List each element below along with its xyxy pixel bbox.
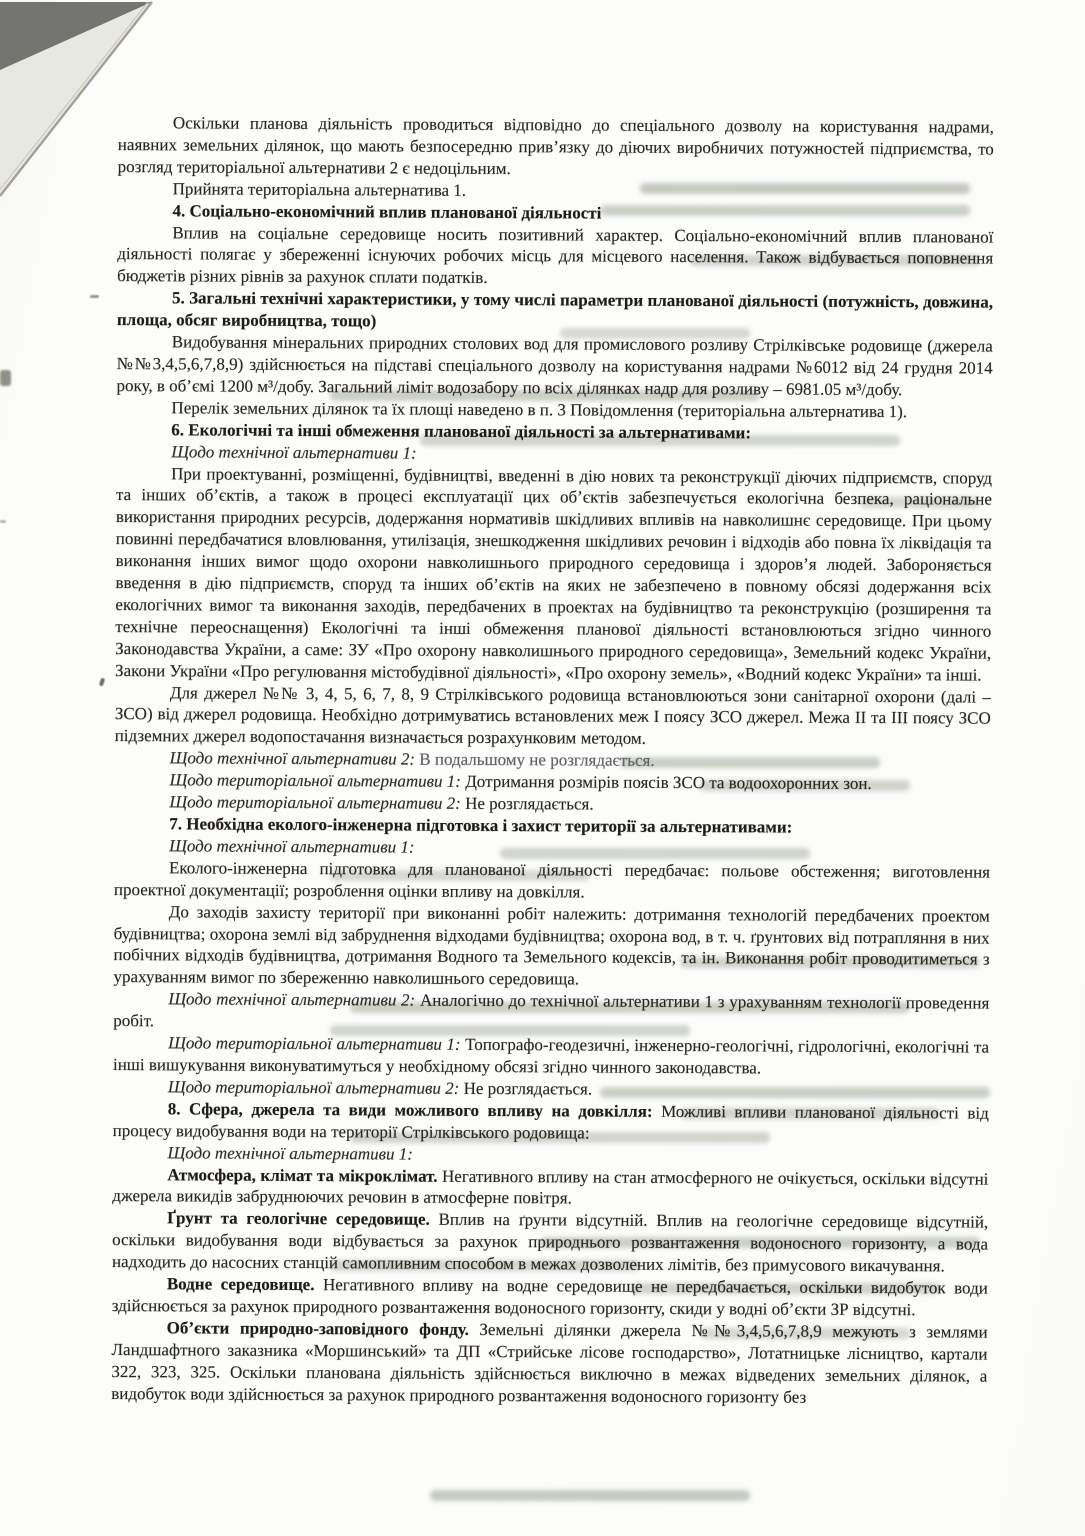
scan-speck xyxy=(99,678,105,687)
paragraph xyxy=(112,1207,988,1277)
paragraph-lead: Об’єкти природно-заповідного фонду. xyxy=(166,1318,469,1339)
paragraph-lead: Ґрунт та геологічне середовище. xyxy=(167,1208,430,1229)
paragraph-lead: Щодо територіальної альтернативи 1: xyxy=(168,1033,461,1054)
paragraph: При проектуванні, розміщенні, будівництві, введенні в дію нових та реконструкції діючих підприємств, споруд та інших об’єктів, а також в процесі експлуатації цих об’єктів забезпечується екологічна безпека, раціональне використання природних ресурсів, додержання нормативів шкідливих впливів на навколишнє середовище. При цьому повинні передбачатися вловлювання, утилізація, знешкодження шкідливих речовин і відходів або повна їх ліквідація та виконання інших вимог щодо охорони навколишнього природного середовища і здоров’я людей. Забороняється введення в дію підприємств, споруд та інших об’єктів на яких не забезпечено в повному обсязі додержання всіх екологічних вимог та виконання заходів, передбачених в проектах на будівництво та реконструкцію (розширення та технічне переоснащення) Екологічні та інші обмеження планової діяльності встановлюються згідно чинного Законодавства України, а саме: ЗУ «Про охорону навколишнього природного середовища», Земельний кодекс України, Закони України «Про регулювання містобудівної діяльності», «Про охорону земель», «Водний кодекс України» та інші. xyxy=(115,463,993,685)
paragraph-lead: Щодо територіальної альтернативи 1: xyxy=(169,770,462,791)
paragraph: До заходів захисту території при виконанні робіт належить: дотримання технологій передбачених проектом будівництва; охорона землі від забруднення відходами будівництва; охорона вод, в т. ч. ґрунтових від потрапляння в них побічних відходів будівництва, дотримання Водного та Земельного кодексів, та ін. Виконання робіт проводитиметься з урахуванням вимог по збереженню навколишнього середовища. xyxy=(113,901,990,989)
paragraph xyxy=(112,1163,988,1211)
section-4-heading: 4. Соціально-економічний вплив планованої діяльності xyxy=(172,200,602,223)
alternative-label: Щодо технічної альтернативи 1: xyxy=(167,1142,414,1164)
paragraph-text: Не розглядається. xyxy=(460,793,594,814)
paragraph: Еколого-інженерна підготовка для планованої діяльності передбачає: польове обстеження; виготовлення проектної документації; розроблення оцінки впливу на довкілля. xyxy=(113,858,991,902)
paragraph-lead: Водне середовище. xyxy=(166,1274,315,1295)
bleed-through-artifact xyxy=(430,1490,750,1501)
section-7-heading: 7. Необхідна еколого-інженерна підготовка і захист території за альтернативами: xyxy=(169,814,793,837)
paragraph xyxy=(113,1032,989,1080)
alternative-label: Щодо технічної альтернативи 1: xyxy=(171,441,417,463)
paragraph-lead: Щодо територіальної альтернативи 2: xyxy=(167,1077,460,1098)
section-8-heading xyxy=(113,1098,989,1146)
paragraph-text: Не розглядається. xyxy=(459,1078,593,1099)
paragraph-text: Дотримання розмірів поясів ЗСО та водоохоронних зон. xyxy=(460,771,872,794)
paragraph-text: Можливі впливи планованої діяльності від процесу видобування води на території Стрілківського родовища: xyxy=(112,1101,989,1143)
section-6-heading: 6. Екологічні та інші обмеження планованої діяльності за альтернативами: xyxy=(171,419,752,443)
paragraph-text: Негативного впливу на стан атмосферного не очікується, оскільки відсутні джерела викидів забруднюючих речовин в атмосферне повітря. xyxy=(112,1166,989,1208)
paragraph xyxy=(112,1273,988,1321)
paragraph-lead: Щодо технічної альтернативи 2: xyxy=(168,989,416,1010)
paragraph: Видобування мінеральних природних столових вод для промислового розливу Стрілківське родовище (джерела №№3,4,5,6,7,8,9) здійснюється на підставі спеціального дозволу на користування надрами №6012 від 24 грудня 2014 року, в об’ємі 1200 м³/добу. Загальний ліміт водозабору по всіх ділянках надр для розливу – 6981.05 м³/добу. xyxy=(116,332,993,399)
paragraph-text: Земельні ділянки джерела №№3,4,5,6,7,8,9 межують з землями Ландшафтного заказника «Моршинський» та ДП «Стрийське лісове господарство», Лотатницьке лісництво, картали 322, 323, 325. Оскільки планована діяльність здійснюється виключно в межах відведених земельних ділянок, а видобуток води здійснюється за рахунок природного розвантаження водоносного горизонту без xyxy=(111,1319,988,1407)
paragraph-lead: Щодо технічної альтернативи 2: xyxy=(169,748,416,769)
scan-speck xyxy=(90,295,99,298)
paragraph-lead: 8. Сфера, джерела та види можливого впливу на довкілля: xyxy=(167,1099,653,1121)
paragraph: Прийнята територіальна альтернатива 1. xyxy=(172,179,467,200)
paragraph xyxy=(113,988,989,1036)
paragraph-text: Негативного впливу на водне середовище не передбачається, оскільки видобуток води здійснюється за рахунок природного розвантаження водоносного горизонту, скиди у водні об’єкти ЗР відсутні. xyxy=(111,1275,988,1320)
paragraph-text: Вплив на ґрунти відсутній. Вплив на геологічне середовище відсутній, оскільки видобування води відбувається за рахунок природнього розвантаження водоносного горизонту, а вода надходить до насосних станцій самопливним способом в межах дозволених лімітів, без примусового викачування. xyxy=(111,1209,989,1276)
paragraph: Перелік земельних ділянок та їх площі наведено в п. 3 Повідомлення (територіальна альтернатива 1). xyxy=(171,398,908,421)
scan-speck xyxy=(0,370,11,386)
paragraph-text: В подальшому не розглядається. xyxy=(414,749,655,771)
paragraph-text: Топографо-геодезичні, інженерно-геологічні, гідрологічні, екологічні та інші вишукування виконуватимуться у необхідному обсязі згідно чинного законодавства. xyxy=(112,1034,990,1078)
paragraph: Вплив на соціальне середовище носить позитивний характер. Соціально-економічний вплив планованої діяльності полягає у збереженні існуючих робочих місць для місцевого населення. Також відбувається поповнення бюджетів різних рівнів за рахунок сплати податків. xyxy=(117,222,994,288)
alternative-label: Щодо технічної альтернативи 1: xyxy=(169,836,415,857)
paragraph xyxy=(111,1317,987,1409)
paragraph: Оскільки планова діяльність проводиться відповідно до спеціального дозволу на користування надрами, наявних земельних ділянок, що мають безпосередню прив’язку до діючих виробничих потужностей підприємства, то розгляд територіальної альтернативи 2 є недоцільним. xyxy=(117,113,994,178)
paragraph-lead: Атмосфера, клімат та мікроклімат. xyxy=(167,1164,438,1186)
paragraph-lead: Щодо територіальної альтернативи 2: xyxy=(169,792,461,813)
document-text-block xyxy=(111,112,994,1409)
section-5-heading: 5. Загальні технічні характеристики, у тому числі параметри планованої діяльності (потужність, довжина, площа, обсяг виробництва, тощо) xyxy=(116,288,994,331)
paragraph-text: Аналогічно до технічної альтернативи 1 з урахуванням технології проведення робіт. xyxy=(113,990,990,1031)
paragraph: Для джерел №№ 3, 4, 5, 6, 7, 8, 9 Стрілківського родовища встановлюються зони санітарної охорони (далі – ЗСО) від джерел родовища. Необхідно дотримуватись встановлених меж І поясу ЗСО джерел. Межа ІІ та ІІІ поясу ЗСО підземних джерел водопостачання визначається розрахунковим методом. xyxy=(114,682,992,749)
scan-speck xyxy=(0,520,6,523)
